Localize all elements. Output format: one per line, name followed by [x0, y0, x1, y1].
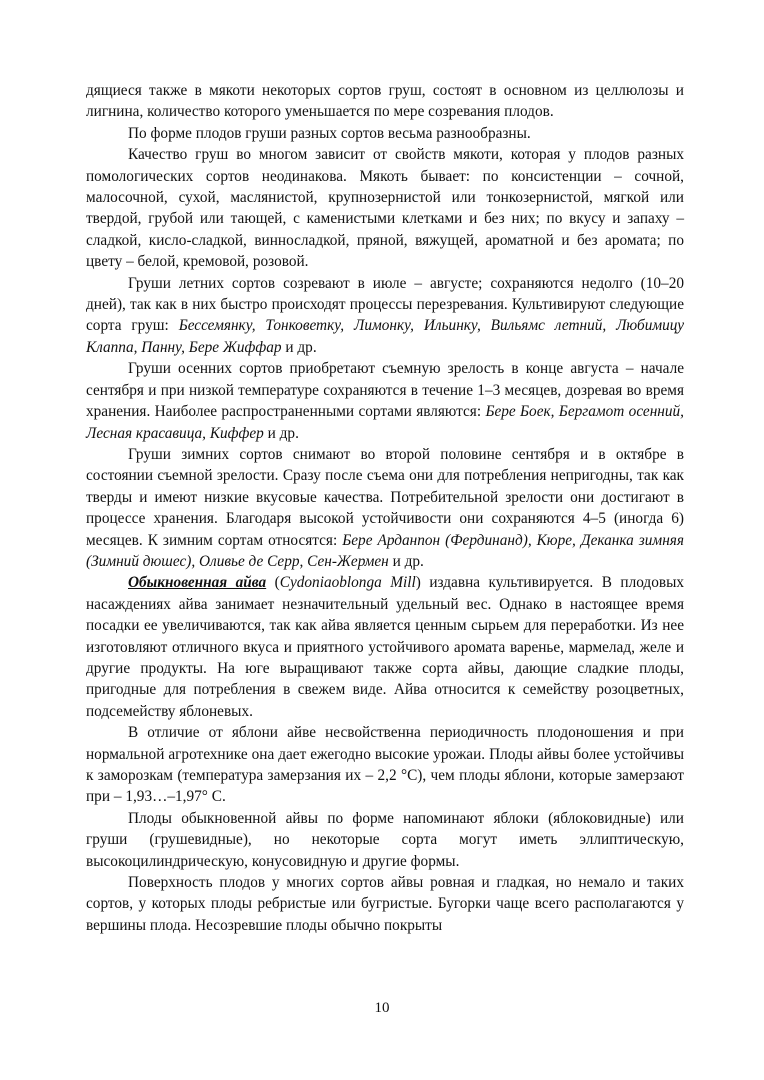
- text-run: Груши летних сортов созревают в июле – августе; сохраняются недолго (10–20 дней), так как в них быстро происходят процессы перезревания. Культивируют следующие сорта груш:: [86, 274, 684, 335]
- text-run: (: [266, 574, 280, 592]
- text-run: и др.: [281, 338, 317, 356]
- paragraph: По форме плодов груши разных сортов весьма разнообразны.: [128, 124, 531, 142]
- paragraph: Качество груш во многом зависит от свойств мякоти, которая у плодов разных помологических сортов неодинакова. Мякоть бывает: по консистенции – сочной, малосочной, сухой, маслянистой, крупнозернистой или тонкозернистой, мягкой или твердой, грубой или тающей, с каменистыми клетками и без них; по вкусу и запаху – сладкой, кисло-сладкой, винносладкой, пряной, вяжущей, ароматной и без аромата; по цвету – белой, кремовой, розовой.: [86, 146, 684, 271]
- page-body: [86, 80, 684, 936]
- text-run: и др.: [263, 424, 299, 442]
- paragraph: [86, 273, 684, 359]
- text-run: Груши зимних сортов снимают во второй половине сентября и в октябре в состоянии съемной зрелости. Сразу после съема они для потребления непригодны, так как тверды и имеют низкие вкусовые качества. Потребительной зрелости они достигают в процессе хранения. Благодаря высокой устойчивости они сохраняются 4–5 (иногда 6) месяцев. К зимним сортам относятся:: [86, 445, 684, 549]
- paragraph: [86, 358, 684, 444]
- variety-list: Бессемянку, Тонковетку, Лимонку, Ильинку, Вильямс летний, Любимицу Клаппа, Панну, Бере Жиффар: [86, 317, 685, 356]
- section-term: Обыкновенная айва: [128, 574, 267, 592]
- latin-name: Cydoniaoblonga Mill: [279, 574, 416, 592]
- paragraph: [86, 444, 684, 572]
- paragraph: Плоды обыкновенной айвы по форме напоминают яблоки (яблоковидные) или груши (грушевидные), но некоторые сорта могут иметь эллиптическую, высокоцилиндрическую, конусовидную и другие формы.: [86, 809, 684, 870]
- variety-list: Бере Боек, Бергамот осенний, Лесная красавица, Киффер: [86, 403, 684, 442]
- text-run: Груши осенних сортов приобретают съемную зрелость в конце августа – начале сентября и при низкой температуре сохраняются в течение 1–3 месяцев, дозревая во время хранения. Наиболее распространенными сортами являются:: [86, 360, 684, 421]
- paragraph: дящиеся также в мякоти некоторых сортов груш, состоят в основном из целлюлозы и лигнина, количество которого уменьшается по мере созревания плодов.: [86, 82, 684, 121]
- paragraph: В отличие от яблони айве несвойственна периодичность плодоношения и при нормальной агротехнике она дает ежегодно высокие урожаи. Плоды айвы более устойчивы к заморозкам (температура замерзания их – 2,2 °С), чем плоды яблони, которые замерзают при – 1,93…–1,97° С.: [86, 724, 684, 806]
- variety-list: Бере Арданпон (Фердинанд), Кюре, Деканка зимняя (Зимний дюшес), Оливье де Серр, Сен-Жермен: [86, 531, 684, 570]
- paragraph: Поверхность плодов у многих сортов айвы ровная и гладкая, но немало и таких сортов, у которых плоды ребристые или бугристые. Бугорки чаще всего располагаются у вершины плода. Несозревшие плоды обычно покрыты: [86, 874, 684, 934]
- paragraph: [86, 572, 684, 722]
- text-run: ) издавна культивируется. В плодовых насаждениях айва занимает незначительный удельный вес. Однако в настоящее время посадки ее увеличиваются, так как айва является ценным сырьем для переработки. Из нее изготовляют отличного вкуса и приятного устойчивого аромата варенье, мармелад, желе и другие продукты. На юге выращивают также сорта айвы, дающие сладкие плоды, пригодные для потребления в свежем виде. Айва относится к семейству розоцветных, подсемейству яблоневых.: [86, 574, 685, 720]
- page-number: 10: [374, 1000, 390, 1016]
- text-run: и др.: [388, 552, 424, 570]
